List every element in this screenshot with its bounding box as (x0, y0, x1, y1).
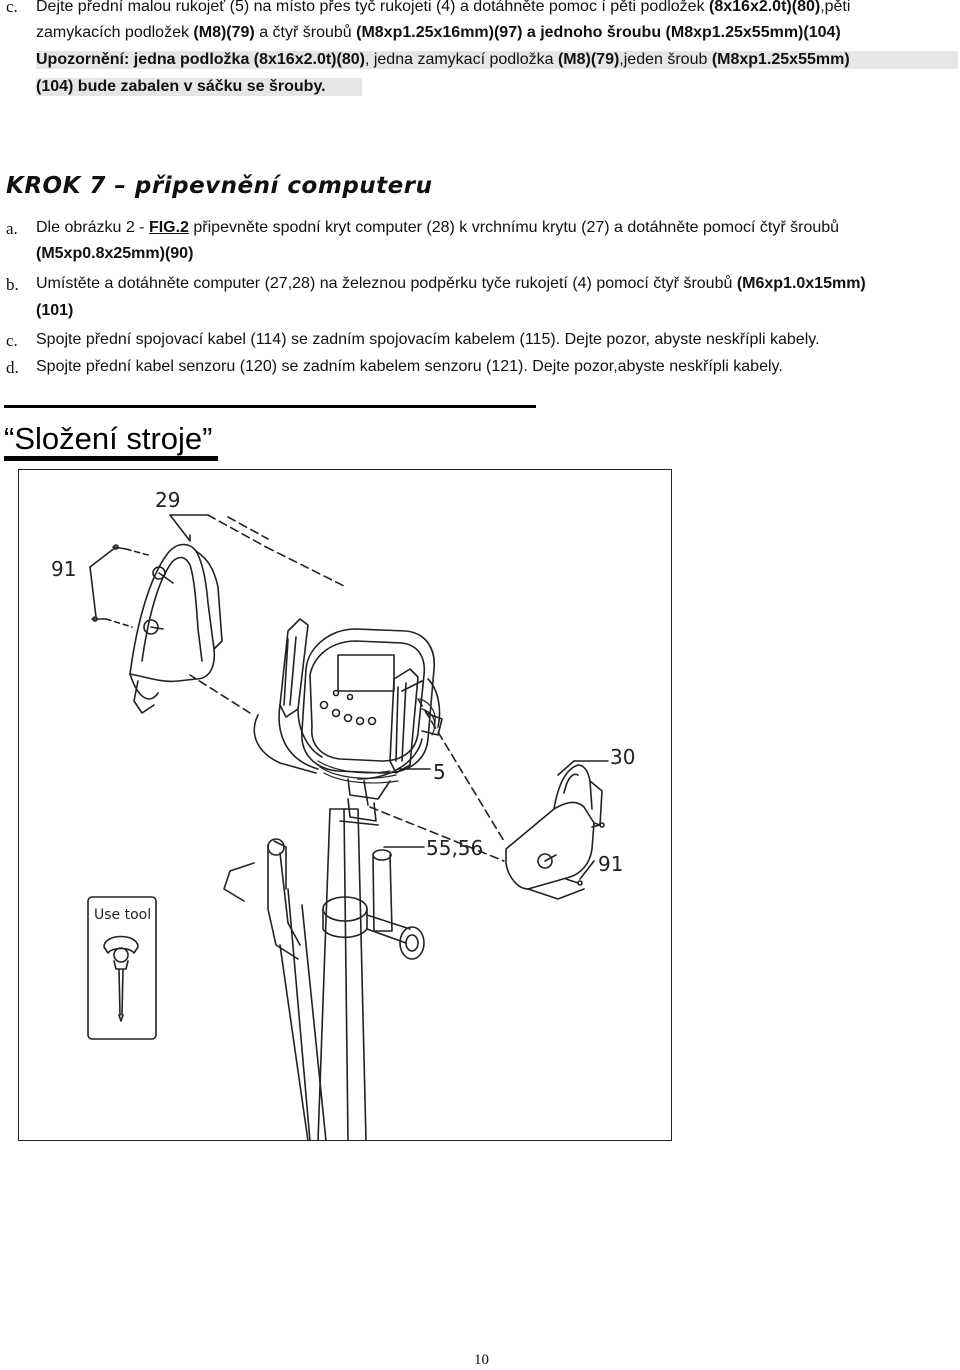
item-a-line-1: Dle obrázku 2 - FIG.2 připevněte spodní kryt computer (28) k vrchnímu krytu (27) a dotáhněte pomocí čtyř šroubů (36, 219, 840, 236)
handlebar-left (254, 619, 322, 773)
fig-2-link: FIG.2 (148, 219, 189, 236)
step-heading: KROK 7 – připevnění computeru (6, 173, 433, 199)
front-cover-30 (506, 765, 602, 899)
item-c-letter: c. (6, 0, 18, 16)
title-rule (4, 405, 536, 408)
screw-left-top (113, 545, 126, 549)
leader-30 (558, 761, 608, 775)
label-part-55-56: 55,56 (426, 836, 484, 860)
assembly-title-box (4, 421, 218, 461)
item-b-line-2: (101) (36, 302, 74, 319)
assembly-diagram (18, 469, 672, 1141)
label-part-29: 29 (155, 488, 181, 512)
label-part-30: 30 (610, 745, 636, 769)
leader-91-left (90, 547, 116, 617)
item-c-line-1: Dejte přední malou rukojeť (5) na místo přes tyč rukojeti (4) a dotáhněte pomoc í pěti podložek (8x16x2.0t)(80),pěti (36, 0, 851, 15)
screw-left-bottom (92, 617, 106, 621)
item-c-line-3: Upozornění: jedna podložka (8x16x2.0t)(80), jedna zamykací podložka (M8)(79),jeden šroub (M8xp1.25x55mm) (36, 51, 958, 69)
label-part-91-right: 91 (598, 852, 624, 876)
item-c-line-4: (104) bude zabalen v sáčku se šrouby. (36, 78, 362, 96)
item-c2-letter: c. (6, 331, 18, 350)
item-a-line-2: (M5xp0.8x25mm)(90) (36, 245, 194, 262)
page-number: 10 (474, 1352, 489, 1368)
item-d-text: Spojte přední kabel senzoru (120) se zadním kabelem senzoru (121). Dejte pozor,abyste neskřípli kabely. (36, 358, 783, 375)
item-b-line-1: Umístěte a dotáhněte computer (27,28) na železnou podpěrku tyče rukojetí (4) pomocí čtyř šroubů (M6xp1.0x15mm) (36, 275, 866, 292)
item-c2-text: Spojte přední spojovací kabel (114) se zadním spojovacím kabelem (115). Dejte pozor, abyste neskřípli kabely. (36, 331, 820, 348)
item-b-letter: b. (6, 275, 19, 294)
assembly-title: “Složení stroje” (4, 421, 213, 456)
item-a-letter: a. (6, 219, 18, 238)
wrench-icon (104, 937, 138, 1022)
use-tool-label: Use tool (94, 907, 152, 923)
main-column (318, 799, 378, 1141)
label-part-5: 5 (433, 760, 446, 784)
item-c-line-2: zamykacích podložek (M8)(79) a čtyř šroubů (M8xp1.25x16mm)(97) a jednoho šroubu (M8xp1.25x55mm)(104) (36, 24, 841, 41)
rear-cover-29 (130, 545, 222, 714)
item-d-letter: d. (6, 358, 19, 377)
label-part-91-left: 91 (51, 557, 77, 581)
screw-right-bottom (566, 879, 582, 885)
